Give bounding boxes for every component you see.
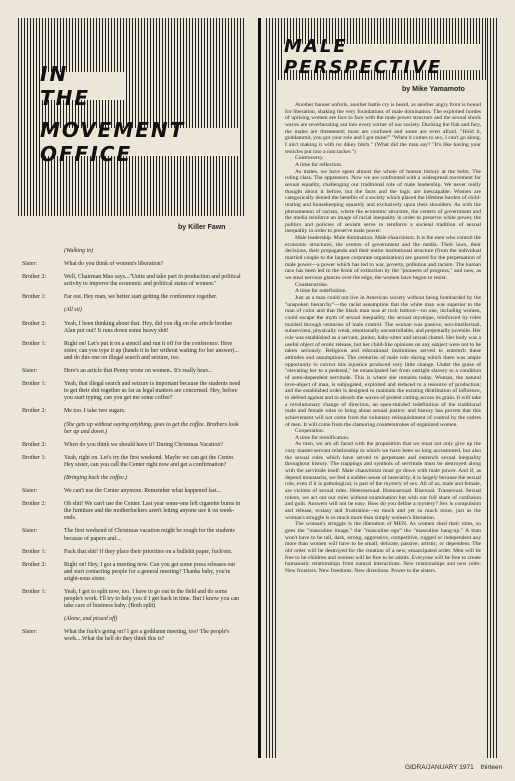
dialogue-entry xyxy=(22,475,244,482)
dialogue-entry xyxy=(22,408,244,415)
dialogue-speaker: Brother 1: xyxy=(22,294,47,301)
footer-page-number: thirteen xyxy=(480,764,503,771)
left-striped-header xyxy=(18,18,246,216)
dialogue-line: (Walking in) xyxy=(64,248,94,254)
dialogue-line: Right on! Hey, I got a meeting now. Can you get some press releases out and start contacting people for a general meeting? Thanks baby, you're aright-eous sister. xyxy=(64,561,236,582)
dialogue-line: What do you think of women's liberation? xyxy=(64,261,164,268)
dialogue-line: Me too. I take two sugars. xyxy=(64,408,126,415)
article-body xyxy=(285,102,481,575)
right-stripes-right xyxy=(487,18,497,758)
dialogue-entry xyxy=(22,248,244,255)
dialogue-entry xyxy=(22,274,244,288)
dialogue-entry xyxy=(22,368,244,375)
dialogue-speaker: Brother 1: xyxy=(22,381,47,388)
dialogue-speaker: Brother 2: xyxy=(22,320,47,327)
dialogue-speaker: Brother 1: xyxy=(22,589,47,595)
dialogue-line: The first weekend of Christmas vacation might be rough for the students because of papers and.... xyxy=(64,528,235,542)
dialogue-speaker xyxy=(22,475,64,482)
dialogue-line: Yeah, I been thinking about that. Hey, did you dig on the article brother Alan put out? It runs down some heavy shit! xyxy=(64,320,233,334)
dialogue-entry xyxy=(22,488,244,495)
left-title-box-1 xyxy=(40,62,126,110)
article-paragraph: Controversy. xyxy=(295,155,324,162)
dialogue-entry xyxy=(22,501,244,522)
right-title: MALE PERSPECTIVE xyxy=(284,36,443,78)
dialogue-speaker: Brother 2: xyxy=(22,501,47,508)
article-paragraph: A time for redefinition. xyxy=(295,288,347,295)
left-title-box-2 xyxy=(40,118,238,166)
dialogue-speaker: Brother 2: xyxy=(22,408,47,415)
dialogue-entry xyxy=(22,562,244,583)
article-paragraph: As men, we are all faced with the proposition that we must not only give up the cozy master-servant relationship to which we have been so long accustomed, but also the sexual roles which have served to perpetuate and entrench sexual inequality throughout history. The trappings and symbols of servitude must be destroyed along with the servitude itself. Male chauvinism must go down with male power. And if, as depend moustachs, we feel a sudden sense of insecurity, it is largely because the sexual role, even if it is pathological, is part of the mystery of sex. All of us, male and female, are victims of sexual roles. Heterosexual. Homosexual. Bisexual. Transexual. Sexual robots, we act out our roles without examination but with our full share of confusion and guilt. Answers will not be easy. How do you define a mystery? Sex is compulsion and release, ecstasy and frustration—so much and yet so much more, just as the woman's struggle is so much more than simply women's liberation. xyxy=(285,441,481,521)
dialogue-speaker xyxy=(22,616,64,623)
right-title-box xyxy=(284,36,482,78)
dialogue-entry xyxy=(22,528,244,542)
dialogue-speaker: Brother 2: xyxy=(22,274,47,281)
dialogue-entry xyxy=(22,616,244,623)
dialogue-speaker: Sister: xyxy=(22,629,38,636)
dialogue-entry xyxy=(22,294,244,301)
article-paragraph: Counterstroke. xyxy=(295,281,329,288)
dialogue-speaker: Brother 1: xyxy=(22,548,47,555)
dialogue-line: (She gets up without saying anything, goes to get the coffee. Brothers look her up and down.) xyxy=(64,421,239,435)
left-byline: by Killer Fawn xyxy=(178,224,226,231)
dialogue-entry xyxy=(22,307,244,314)
dialogue-line: When do you think we should have it? During Christmas Vacation? xyxy=(64,441,223,448)
dialogue-line: Right on! Let's put it on a stencil and run it off for the conference. Here sister, can you type it up (hands it to her without waiting for her answer)... and do this one on illegal search and seizure, too. xyxy=(64,340,239,361)
dialogue-entry xyxy=(22,341,244,362)
dialogue-speaker xyxy=(22,248,64,255)
dialogue-entry xyxy=(22,589,244,610)
page-footer xyxy=(405,764,507,771)
dialogue-line: Yeah, right on. Let's try the first weekend. Maybe we can get the Center. Hey sister, can you call the Center right now and get a confirmation? xyxy=(64,454,235,468)
dialogue-line: (Bringing back the coffee.) xyxy=(64,474,128,481)
article-paragraph: A time for reunification. xyxy=(295,434,350,441)
right-stripes-left xyxy=(266,18,278,758)
dialogue-line: Well, Chairman Mao says..."Unite and take part in production and political activity to improve the economic and political status of women." xyxy=(64,274,241,288)
dialogue-speaker: Sister: xyxy=(22,261,38,268)
dialogue-speaker: Sister: xyxy=(22,528,38,535)
dialogue-script xyxy=(22,248,244,650)
dialogue-entry xyxy=(22,321,244,335)
article-paragraph: As males, we have spent almost the whole of human history at the helm. The ruling class. The oppressors. Now we are confronted with a widespread movement for sexual equality, challenging our traditional role of male leadership. We never really thought about it before, but the facts and the logic are inescapable. Women are categorically denied the benefits of a society which placed the lifetime burden of child-rearing and housekeeping squarely and exclusively upon their shoulders. As with the phenomenon of racism, where the economic structure, the centers of government and the media reinforce an image of racial inequality in order to preserve white power, the politics and policies of sexism serve to reinforce a societal tradition of sexual inequality in order to preserve male power. xyxy=(285,168,481,235)
right-byline: by Mike Yamamoto xyxy=(402,86,465,93)
dialogue-speaker xyxy=(22,307,64,314)
dialogue-line: We can't use the Center anymore. Remember what happened last... xyxy=(64,488,222,495)
dialogue-line: Yeah, I got to split now, too. I have to go out in the field and do some people's work. I'll try to help you if I get back in time. But I know you can take care of business baby. (Both split) xyxy=(64,589,240,610)
dialogue-speaker: Sister: xyxy=(22,488,38,495)
article-paragraph: Cooperation. xyxy=(295,428,325,435)
dialogue-speaker: Brother 2: xyxy=(22,441,47,448)
dialogue-line: (All sit) xyxy=(64,307,82,314)
dialogue-line: Oh shit! We can't use the Center. Last year some-one left cigarette burns in the furniture and the motherfuckers aren't letting anyone use it on week-ends. xyxy=(64,501,241,522)
dialogue-line: Far out. Hey man, we better start getting the conference together. xyxy=(64,294,218,301)
article-paragraph: The woman's struggle is the liberation of MEN. As women shed their roles, so goes the "masculine image," the "masculine ego" the "masculine hang-up." A man won't have to be tall, dark, strong, aggressive, competitive, rugged or independent any more than women will have to be small, delicate, passive, artistic, or dependent. The old order will be destroyed for the creation of a new, emancipated order. Men will be free to be children and women will be free to be adults. Everyone will be free to create humanistic relationships from natural interactions. New relationships and new roles. New frontiers. New freedoms. New directions. Power to the sisters. xyxy=(285,521,481,574)
dialogue-entry xyxy=(22,549,244,556)
footer-publication: GIDRA/JANUARY 1971 xyxy=(405,764,474,771)
dialogue-entry xyxy=(22,381,244,402)
left-title-line-2: MOVEMENT OFFICE xyxy=(40,118,186,166)
dialogue-entry xyxy=(22,442,244,449)
dialogue-line: What the fuck's going on? I got a goddamn meeting, too! The people's work....What the hell do they think this is? xyxy=(64,629,230,643)
dialogue-entry xyxy=(22,629,244,643)
column-divider xyxy=(258,18,261,758)
dialogue-speaker: Sister: xyxy=(22,368,38,375)
dialogue-entry xyxy=(22,455,244,469)
dialogue-speaker: Brother 1: xyxy=(22,340,47,347)
article-paragraph: Just as a man could not live in American society without being bombarded by the "unspoken hierarchy"—the racist assumption that the white man was superior to the man of color and that the black man was at rock bottom—no one, including women, could escape the myth of sexual inequality, the sexual mystique, reinforced by roles molded through centuries of male control. The woman was passive, non-intellectual, subservient, physically weak, emotionally uncontrollable, and perpetually juvenile. Her role was established as a servant, janitor, baby-sitter and sexual chattel. Her body was a useful object of erotic release, but her child-like opinions on any subject were not to be taken seriously. Religious and educational institutions served to entrench these attitudes and assumptions. The centuries of male rule during which there was ample opportunity to correct this injustice produced very little change. Under the guise of "elevating her to a pedestal," he emancipated her from outright slavery to a condition of semi-dependent servitude. This is where she remains today. Woman, the natural love-object of man, is subjugated, exploited and reduced to a resource of production; and the established order is designed to maintain the existing distribution of influence, to defend against and to absorb the waves of protest cutting across its grain. It will take a revolutionary change of direction, an open-minded redefinition of the traditional male and female roles to bring about sexual justice; and history has proven that this achievement will not come from the voluntary relinquishment of control by the cadres of men. It will come from the clamoring counterstrokes of organized women. xyxy=(285,295,481,428)
article-paragraph: A time for reflection. xyxy=(295,161,343,168)
article-paragraph: Male leadership. Male domination. Male chauvinism. It is the men who control the economic structures, the centers of government and the media. Their laws, their decisions, their propaganda and their entire institutional structure (from the individual married couple to the largest corporate organization) are geared for the perpetuation of male power—a power which has led to war, poverty, pollution and racism. The human race has been led to the brink of extinction by the "pioneers of progress," and now, as we steal nervous glances over the edge, the women have begun to resist. xyxy=(285,235,481,282)
dialogue-speaker: Brother 2: xyxy=(22,561,47,568)
dialogue-line: Here's an article that Penny wrote on women.. It's really heav... xyxy=(64,368,213,375)
left-title-line-1: IN THE xyxy=(40,62,91,110)
dialogue-speaker xyxy=(22,422,64,436)
dialogue-entry xyxy=(22,261,244,268)
article-paragraph: Another banner unfurls, another battle cry is heard, as another angry front is bound for liberation, shaking the very foundations of male domination. The exploited hordes of uprising women are face to face with the male power structure and the sexual shock waves are reverberating out into every corner of our society. Ducking the flak and fury, the males are threatened; most are confused and some are even afraid. "Hold it, goddammit, you got your role and I got mine!" "When it comes to sex, I can't go along, I ain't making it with no dikey bitch." (What did the man say? "It's like having your testicles put into a nutcracker.") xyxy=(285,102,481,155)
dialogue-entry xyxy=(22,422,244,436)
dialogue-speaker: Brother 1: xyxy=(22,454,47,461)
dialogue-line: (Alone, and pissed off) xyxy=(64,616,118,623)
dialogue-line: Fuck that shit! If they place their priorities on a bullshit paper, fuck'em. xyxy=(64,548,233,555)
dialogue-line: Yeah, that illegal search and seizure is important because the students need to get their shit together as far as legal matters are concerned. Hey, before you start typing, can you get me some coffee? xyxy=(64,381,241,402)
